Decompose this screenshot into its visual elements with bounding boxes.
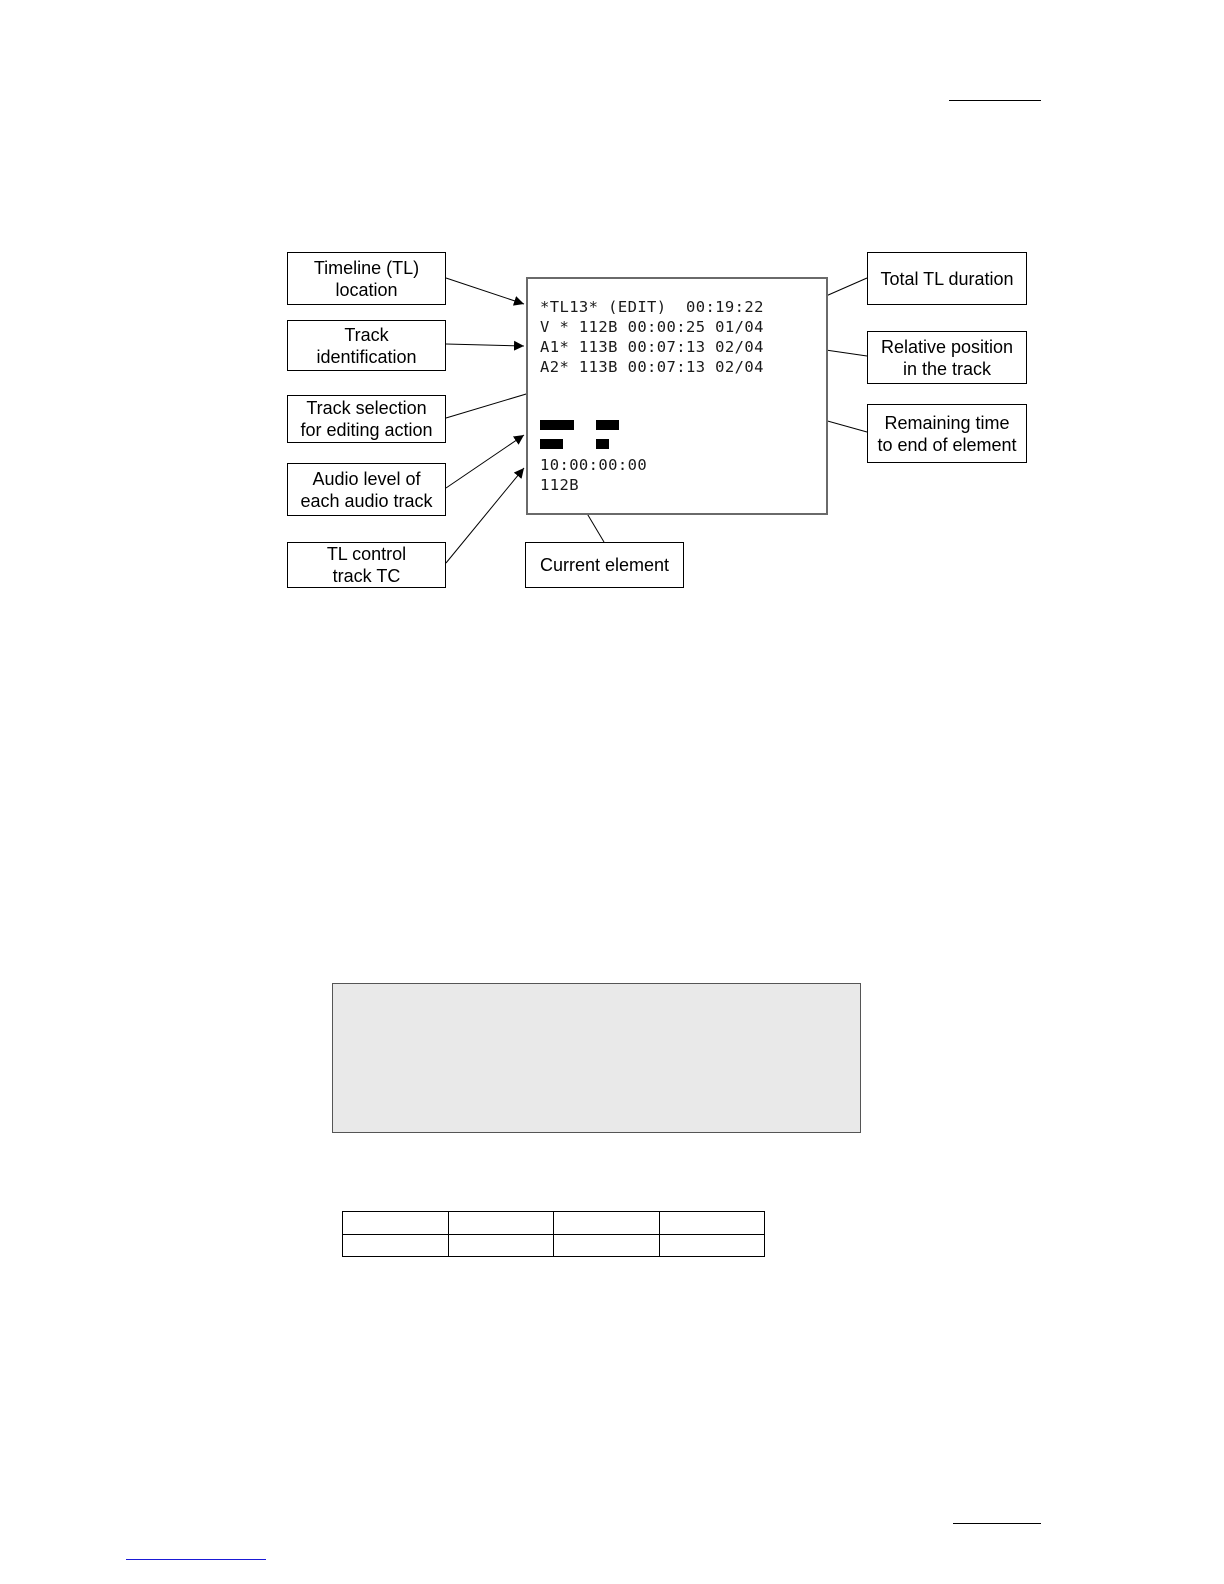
table-cell — [659, 1212, 765, 1235]
table-cell — [448, 1234, 554, 1257]
callout-track-identification: Track identification — [287, 320, 446, 371]
audio-meter-a2-right — [596, 439, 609, 449]
callout-audio-level: Audio level of each audio track — [287, 463, 446, 516]
lcd-track-video: V * 112B 00:00:25 01/04 — [540, 318, 764, 336]
arrow-track-identification — [446, 344, 524, 346]
callout-total-duration: Total TL duration — [867, 252, 1027, 305]
footer-link-rule — [126, 1559, 266, 1560]
arrow-audio-level — [446, 435, 524, 488]
table-cell — [554, 1234, 660, 1257]
lcd-current-element: 112B — [540, 476, 579, 494]
lcd-track-a2: A2* 113B 00:07:13 02/04 — [540, 358, 764, 376]
table-cell — [659, 1234, 765, 1257]
callout-timeline-location: Timeline (TL) location — [287, 252, 446, 305]
footer-rule — [953, 1523, 1041, 1524]
audio-meter-a1-right — [596, 420, 619, 430]
table-cell — [448, 1212, 554, 1235]
audio-meter-a2-left — [540, 439, 563, 449]
lcd-track-a1: A1* 113B 00:07:13 02/04 — [540, 338, 764, 356]
empty-table — [342, 1211, 765, 1257]
arrow-timeline-location — [446, 278, 524, 304]
table-cell — [343, 1234, 449, 1257]
lcd-header-line: *TL13* (EDIT) 00:19:22 — [540, 298, 764, 316]
table-row — [343, 1234, 765, 1257]
table-row — [343, 1212, 765, 1235]
audio-meter-a1-left — [540, 420, 574, 430]
callout-remaining-time: Remaining time to end of element — [867, 404, 1027, 463]
callout-tl-control-track: TL control track TC — [287, 542, 446, 588]
lcd-display — [526, 277, 828, 515]
note-box — [332, 983, 861, 1133]
arrow-tl-control-track — [446, 468, 524, 563]
table-cell — [554, 1212, 660, 1235]
lcd-timecode: 10:00:00:00 — [540, 456, 648, 474]
table-cell — [343, 1212, 449, 1235]
callout-track-selection: Track selection for editing action — [287, 395, 446, 443]
callout-current-element: Current element — [525, 542, 684, 588]
callout-relative-position: Relative position in the track — [867, 331, 1027, 384]
